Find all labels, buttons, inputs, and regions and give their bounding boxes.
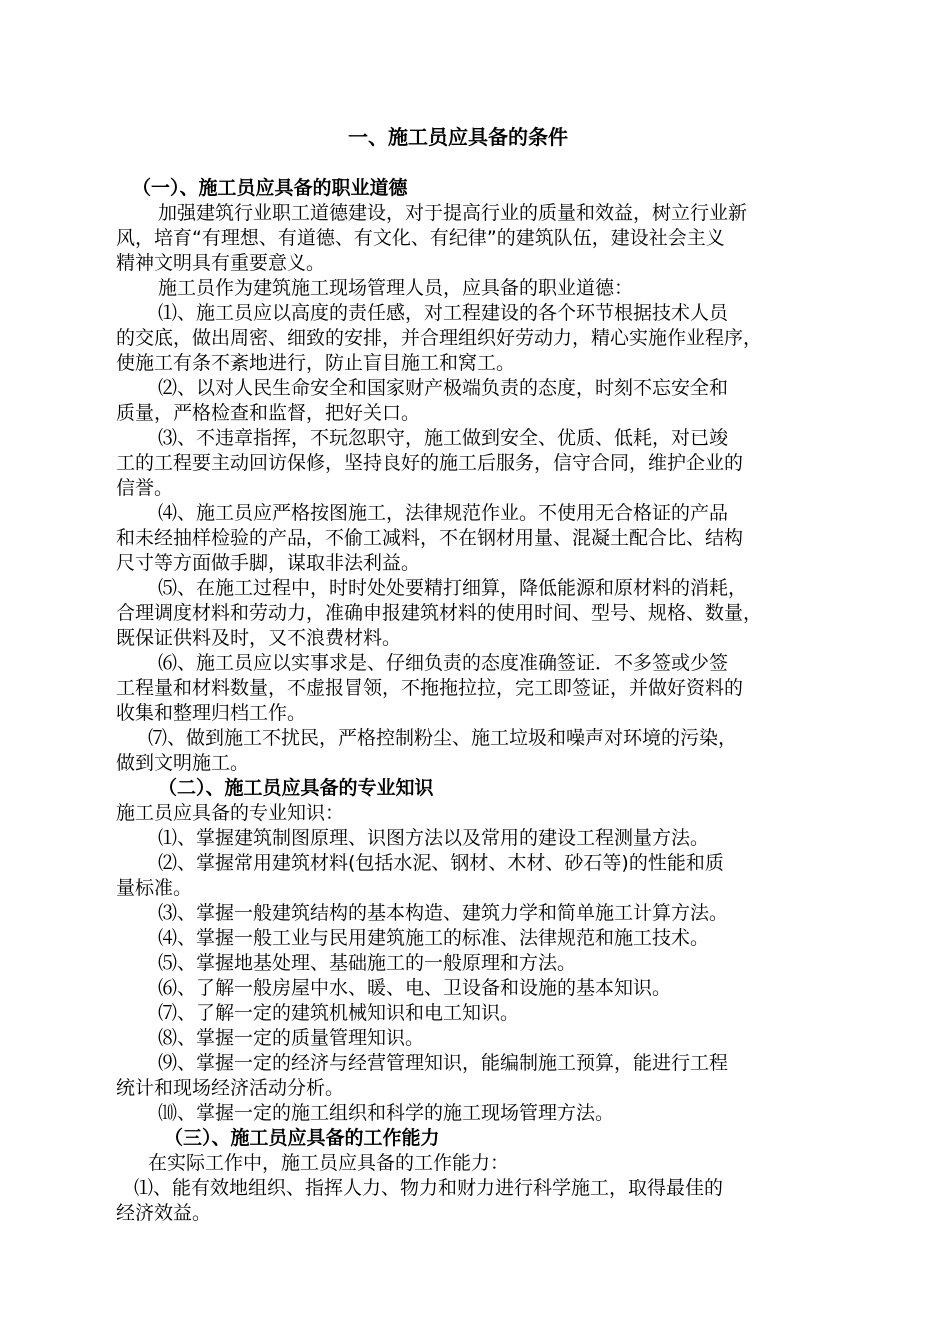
page-title: 一、施工员应具备的条件 [348,125,568,149]
paragraph-line: ⑼、掌握一定的经济与经营管理知识，能编制施工预算，能进行工程 [158,1052,729,1074]
paragraph-line: 既保证供料及时，又不浪费材料。 [116,627,402,649]
paragraph-line: ⑶、掌握一般建筑结构的基本构造、建筑力学和简单施工计算方法。 [158,902,729,924]
paragraph-line: 信誉。 [116,477,174,499]
paragraph-line: ⑺、了解一定的建筑机械知识和电工知识。 [158,1002,520,1024]
paragraph-line: ⑴、施工员应以高度的责任感，对工程建设的各个环节根据技术人员 [158,302,729,324]
paragraph-line: ⑹、施工员应以实事求是、仔细负责的态度准确签证．不多签或少签 [158,652,729,674]
paragraph-line: ⑸、掌握地基处理、基础施工的一般原理和方法。 [158,952,577,974]
paragraph-line: 使施工有条不紊地进行，防止盲目施工和窝工。 [116,352,516,374]
paragraph-line: 质量，严格检查和监督，把好关口。 [116,402,421,424]
paragraph-line: ⑺、做到施工不扰民，严格控制粉尘、施工垃圾和噪声对环境的污染， [148,727,738,749]
section-heading: （二）、施工员应具备的专业知识 [158,777,434,799]
paragraph-line: ⑶、不违章指挥，不玩忽职守，施工做到安全、优质、低耗，对已竣 [158,427,729,449]
paragraph-line: ⑵、掌握常用建筑材料(包括水泥、钢材、木材、砂石等)的性能和质 [158,852,724,874]
section-heading: （三）、施工员应具备的工作能力 [164,1127,440,1149]
paragraph-line: 施工员应具备的专业知识： [116,802,345,824]
paragraph-line: 施工员作为建筑施工现场管理人员，应具备的职业道德： [158,277,634,299]
paragraph-line: 尺寸等方面做手脚，谋取非法利益。 [116,552,421,574]
paragraph-line: 合理调度材料和劳动力，准确申报建筑材料的使用时间、型号、规格、数量， [116,602,763,624]
paragraph-line: ⑻、掌握一定的质量管理知识。 [158,1027,425,1049]
paragraph-line: 工的工程要主动回访保修，坚持良好的施工后服务，信守合同，维护企业的 [116,452,744,474]
paragraph-line: 经济效益。 [116,1202,212,1224]
paragraph-line: 加强建筑行业职工道德建设，对于提高行业的质量和效益，树立行业新 [158,202,748,224]
paragraph-line: ⑽、掌握一定的施工组织和科学的施工现场管理方法。 [158,1102,615,1124]
paragraph-line: 的交底，做出周密、细致的安排，并合理组织好劳动力，精心实施作业程序， [116,327,763,349]
paragraph-line: ⑸、在施工过程中，时时处处要精打细算，降低能源和原材料的消耗， [158,577,748,599]
paragraph-line: ⑴、能有效地组织、指挥人力、物力和财力进行科学施工，取得最佳的 [134,1177,724,1199]
paragraph-line: ⑷、施工员应严格按图施工，法律规范作业。不使用无合格证的产品 [158,502,729,524]
paragraph-line: 和未经抽样检验的产品，不偷工减料，不在钢材用量、混凝土配合比、结构 [116,527,744,549]
paragraph-line: ⑷、掌握一般工业与民用建筑施工的标准、法律规范和施工技术。 [158,927,710,949]
paragraph-line: 在实际工作中，施工员应具备的工作能力： [148,1152,510,1174]
paragraph-line: 精神文明具有重要意义。 [116,252,326,274]
paragraph-line: ⑵、以对人民生命安全和国家财产极端负责的态度，时刻不忘安全和 [158,377,729,399]
paragraph-line: ⑹、了解一般房屋中水、暖、电、卫设备和设施的基本知识。 [158,977,672,999]
paragraph-line: 收集和整理归档工作。 [116,702,307,724]
paragraph-line: 统计和现场经济活动分析。 [116,1077,345,1099]
paragraph-line: 做到文明施工。 [116,752,250,774]
section-heading: （一）、施工员应具备的职业道德 [132,177,408,199]
paragraph-line: ⑴、掌握建筑制图原理、识图方法以及常用的建设工程测量方法。 [158,827,710,849]
paragraph-line: 量标准。 [116,877,193,899]
paragraph-line: 风，培育“有理想、有道德、有文化、有纪律”的建筑队伍，建设社会主义 [116,227,725,249]
paragraph-line: 工程量和材料数量，不虚报冒领，不拖拖拉拉，完工即签证，并做好资料的 [116,677,744,699]
